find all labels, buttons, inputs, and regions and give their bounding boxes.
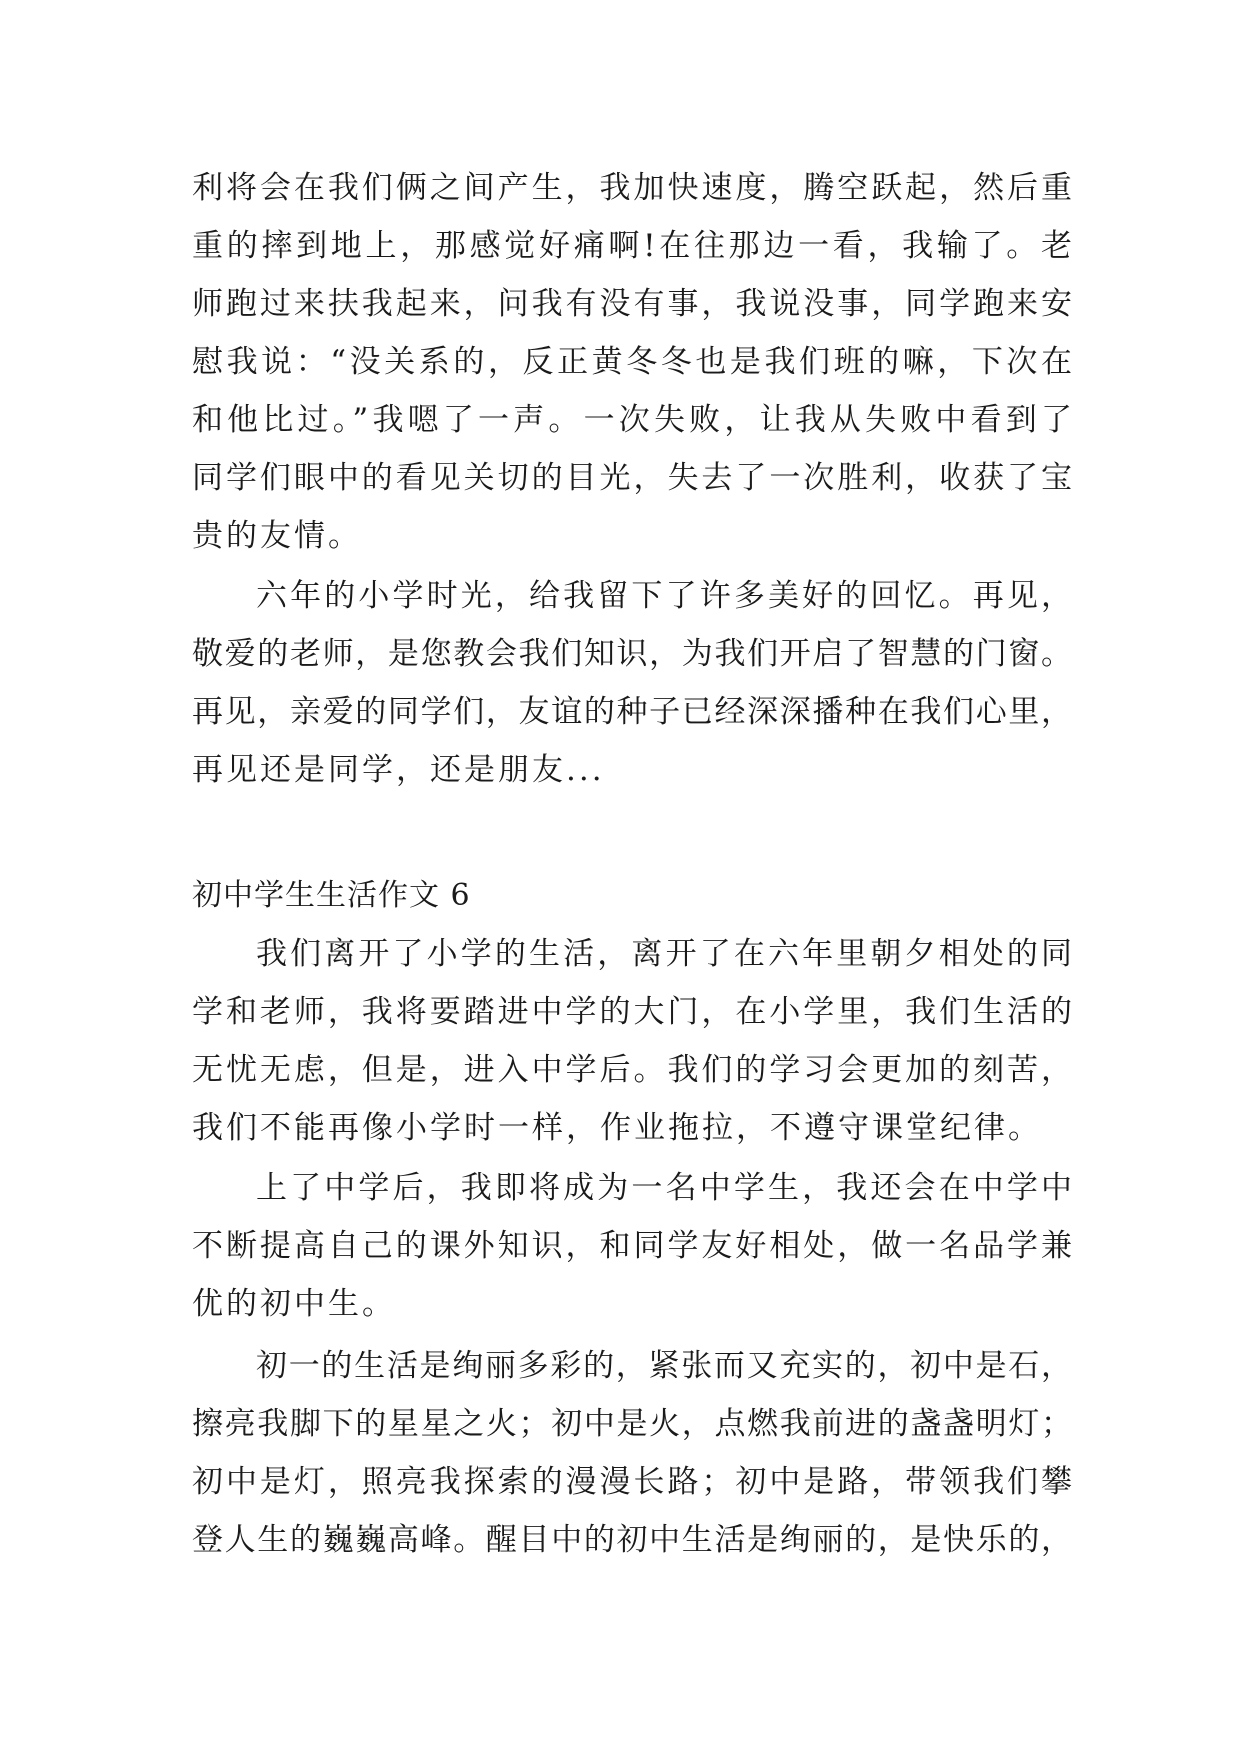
text-line: 不断提高自己的课外知识，和同学友好相处，做一名品学兼 [192,1228,1072,1264]
text-line: 初中是灯，照亮我探索的漫漫长路；初中是路，带领我们攀 [192,1464,1072,1500]
text-line: 同学们眼中的看见关切的目光，失去了一次胜利，收获了宝 [192,460,1072,496]
paragraph-first-line: 我们离开了小学的生活，离开了在六年里朝夕相处的同 [256,936,1072,972]
text-line: 敬爱的老师，是您教会我们知识，为我们开启了智慧的门窗。 [192,636,1072,672]
paragraph-first-line: 初一的生活是绚丽多彩的，紧张而又充实的，初中是石， [256,1348,1072,1384]
text-line: 优的初中生。 [192,1286,396,1322]
text-line: 师跑过来扶我起来，问我有没有事，我说没事，同学跑来安 [192,286,1072,322]
text-line: 无忧无虑，但是，进入中学后。我们的学习会更加的刻苦， [192,1052,1072,1088]
text-line: 擦亮我脚下的星星之火；初中是火，点燃我前进的盏盏明灯； [192,1406,1072,1442]
text-line: 学和老师，我将要踏进中学的大门，在小学里，我们生活的 [192,994,1072,1030]
text-line: 再见，亲爱的同学们，友谊的种子已经深深播种在我们心里， [192,694,1072,730]
text-line: 贵的友情。 [192,518,362,554]
text-line: 重的摔到地上，那感觉好痛啊!在往那边一看，我输了。老 [192,228,1072,264]
text-line: 再见还是同学，还是朋友... [192,752,605,788]
text-line: 登人生的巍巍高峰。醒目中的初中生活是绚丽的，是快乐的， [192,1522,1072,1558]
text-line: 利将会在我们俩之间产生，我加快速度，腾空跃起，然后重 [192,170,1072,206]
text-line: 我们不能再像小学时一样，作业拖拉，不遵守课堂纪律。 [192,1110,1042,1146]
text-line: 和他比过。”我嗯了一声。一次失败，让我从失败中看到了 [192,402,1072,438]
paragraph-first-line: 上了中学后，我即将成为一名中学生，我还会在中学中 [256,1170,1072,1206]
text-line: 慰我说：“没关系的，反正黄冬冬也是我们班的嘛，下次在 [192,344,1072,380]
section-title: 初中学生生活作文 6 [192,878,471,913]
paragraph-first-line: 六年的小学时光，给我留下了许多美好的回忆。再见， [256,578,1072,614]
